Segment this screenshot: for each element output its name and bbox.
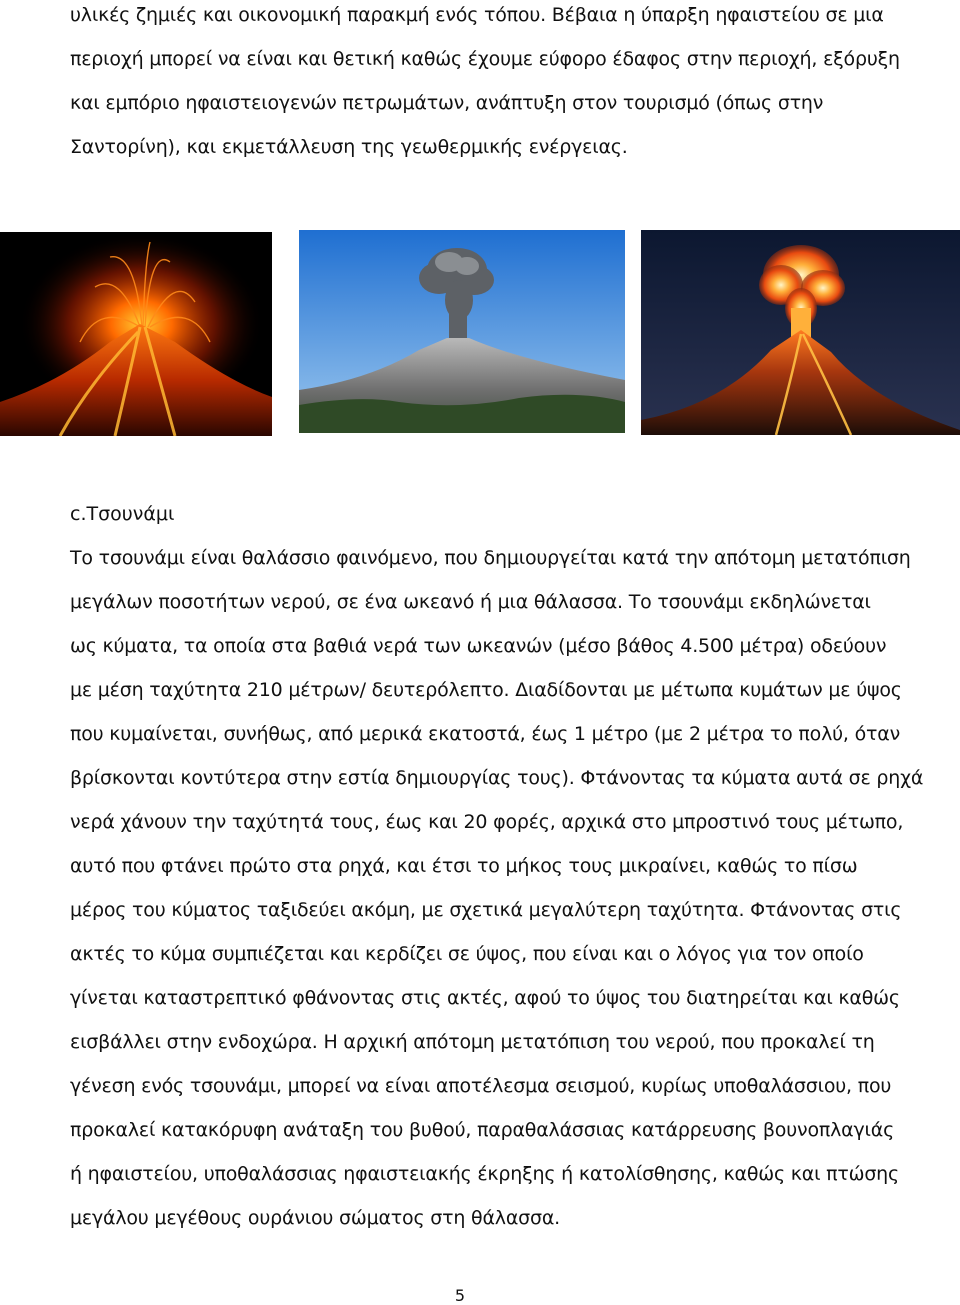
text-line: γένεση ενός τσουνάμι, μπορεί να είναι αποτέλεσμα σεισμού, κυρίως υποθαλάσσιου, που — [70, 1075, 892, 1097]
text-line: αυτό που φτάνει πρώτο στα ρηχά, και έτσι το μήκος τους μικραίνει, καθώς το πίσω — [70, 855, 858, 877]
text-line: βρίσκονται κοντύτερα στην εστία δημιουργίας τους). Φτάνοντας τα κύματα αυτά σε ρηχά — [70, 767, 924, 789]
text-line: ή ηφαιστείου, υποθαλάσσιας ηφαιστειακής έκρηξης ή κατολίσθησης, καθώς και πτώσης — [70, 1163, 899, 1185]
text-line: και εμπόριο ηφαιστειογενών πετρωμάτων, ανάπτυξη στον τουρισμό (όπως στην — [70, 92, 824, 114]
text-line: μεγάλων ποσοτήτων νερού, σε ένα ωκεανό ή μια θάλασσα. Το τσουνάμι εκδηλώνεται — [70, 591, 871, 613]
text-line: με μέση ταχύτητα 210 μέτρων/ δευτερόλεπτο. Διαδίδονται με μέτωπα κυμάτων με ύψος — [70, 679, 902, 701]
body-paragraph — [70, 545, 930, 1249]
intro-paragraph — [70, 2, 930, 178]
text-line: προκαλεί κατακόρυφη ανάταξη του βυθού, παραθαλάσσιας κατάρρευσης βουνοπλαγιάς — [70, 1119, 895, 1141]
page-number: 5 — [454, 1286, 466, 1305]
text-line: γίνεται καταστρεπτικό φθάνοντας στις ακτές, αφού το ύψος του διατηρείται και καθώς — [70, 987, 900, 1009]
text-line: Σαντορίνη), και εκμετάλλευση της γεωθερμικής ενέργειας. — [70, 136, 628, 158]
text-line: περιοχή μπορεί να είναι και θετική καθώς έχουμε εύφορο έδαφος στην περιοχή, εξόρυξη — [70, 48, 900, 70]
text-line: Το τσουνάμι είναι θαλάσσιο φαινόμενο, που δημιουργείται κατά την απότομη μετατόπιση — [70, 547, 911, 569]
text-line: μεγάλου μεγέθους ουράνιου σώματος στη θάλασσα. — [70, 1207, 560, 1229]
volcano-ash-plume-daytime-image — [299, 230, 625, 433]
text-line: ακτές το κύμα συμπιέζεται και κερδίζει σε ύψος, που είναι και ο λόγος για τον οποίο — [70, 943, 864, 965]
text-line: μέρος του κύματος ταξιδεύει ακόμη, με σχετικά μεγαλύτερη ταχύτητα. Φτάνοντας στις — [70, 899, 902, 921]
text-line: εισβάλλει στην ενδοχώρα. Η αρχική απότομη μετατόπιση του νερού, που προκαλεί τη — [70, 1031, 875, 1053]
text-line: νερά χάνουν την ταχύτητά τους, έως και 20 φορές, αρχικά στο μπροστινό τους μέτωπο, — [70, 811, 904, 833]
erupting-volcano-lava-night-image — [0, 232, 272, 436]
text-line: ως κύματα, τα οποία στα βαθιά νερά των ωκεανών (μέσο βάθος 4.500 μέτρα) οδεύουν — [70, 635, 887, 657]
volcano-explosion-night-image — [641, 230, 960, 435]
text-line: που κυμαίνεται, συνήθως, από μερικά εκατοστά, έως 1 μέτρο (με 2 μέτρα το πολύ, όταν — [70, 723, 900, 745]
text-line: υλικές ζημιές και οικονομική παρακμή ενός τόπου. Βέβαια η ύπαρξη ηφαιστείου σε μια — [70, 4, 884, 26]
section-heading: c.Τσουνάμι — [70, 503, 175, 525]
